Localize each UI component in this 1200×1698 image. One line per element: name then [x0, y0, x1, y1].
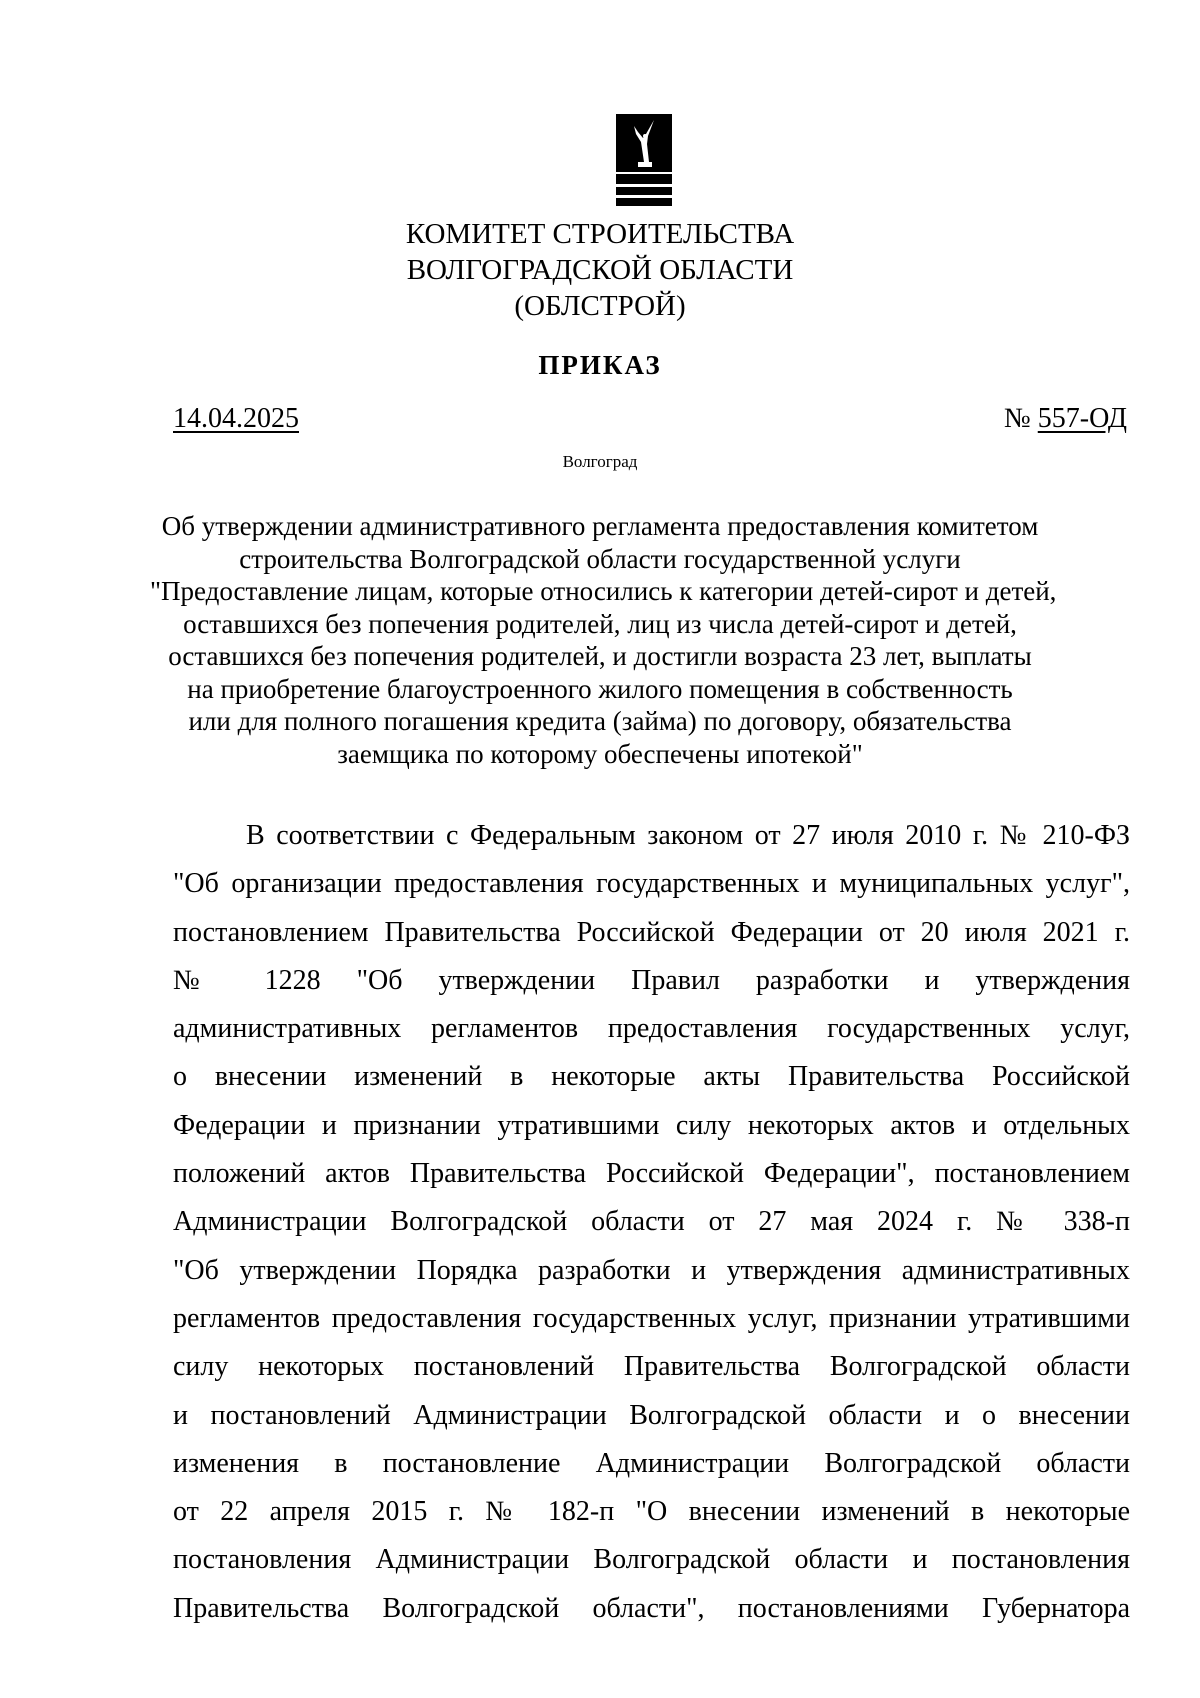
document-number-value: 557-ОД	[1037, 403, 1127, 434]
document-number-prefix: №	[1004, 403, 1038, 434]
body-line: Правительства Волгоградской области", постановлениями Губернатора	[173, 1592, 1130, 1624]
document-number	[1004, 403, 1127, 435]
volgograd-coat-of-arms-icon	[614, 112, 674, 212]
body-line: от 22 апреля 2015 г. № 182-п "О внесении изменений в некоторые	[173, 1496, 1130, 1528]
body-line: В соответствии с Федеральным законом от 27 июля 2010 г. № 210-ФЗ	[246, 820, 1130, 851]
document-date: 14.04.2025	[173, 403, 299, 434]
document-body	[173, 812, 1130, 1633]
body-line: Федерации и признании утратившими силу некоторых актов и отдельных	[173, 1109, 1130, 1141]
body-line: Администрации Волгоградской области от 27 мая 2024 г. № 338-п	[173, 1206, 1130, 1238]
title-line: или для полного погашения кредита (займа) по договору, обязательства	[188, 706, 1012, 736]
title-line: оставшихся без попечения родителей, лиц из числа детей-сирот и детей,	[183, 608, 1017, 639]
document-title	[150, 510, 1057, 770]
body-line: постановления Администрации Волгоградской области и постановления	[173, 1544, 1130, 1576]
org-name-line-1: КОМИТЕТ СТРОИТЕЛЬСТВА	[405, 218, 795, 250]
title-line: заемщика по которому обеспечены ипотекой"	[337, 738, 863, 769]
body-line: о внесении изменений в некоторые акты Правительства Российской	[173, 1061, 1130, 1093]
organization-name	[0, 216, 1200, 324]
body-line: изменения в постановление Администрации Волгоградской области	[173, 1447, 1130, 1479]
body-line: регламентов предоставления государственных услуг, признании утратившими	[173, 1302, 1130, 1334]
body-line: и постановлений Администрации Волгоградской области и о внесении	[173, 1399, 1130, 1431]
title-line: оставшихся без попечения родителей, и достигли возраста 23 лет, выплаты	[168, 641, 1032, 671]
body-line: "Об организации предоставления государственных и муниципальных услуг",	[173, 868, 1130, 900]
org-name-line-3: (ОБЛСТРОЙ)	[514, 290, 686, 322]
body-line: постановлением Правительства Российской Федерации от 20 июля 2021 г.	[173, 916, 1130, 948]
body-line: силу некоторых постановлений Правительства Волгоградской области	[173, 1351, 1130, 1383]
title-line: "Предоставление лицам, которые относились к категории детей-сирот и детей,	[150, 576, 1057, 606]
body-line: положений актов Правительства Российской Федерации", постановлением	[173, 1158, 1130, 1190]
body-line: административных регламентов предоставления государственных услуг,	[173, 1013, 1130, 1045]
body-line: "Об утверждении Порядка разработки и утверждения административных	[173, 1254, 1130, 1286]
document-city: Волгоград	[562, 452, 638, 471]
body-line: № 1228 "Об утверждении Правил разработки и утверждения	[173, 964, 1130, 996]
title-line: на приобретение благоустроенного жилого помещения в собственность	[187, 673, 1013, 704]
title-line: Об утверждении административного регламента предоставления комитетом	[161, 511, 1039, 541]
title-line: строительства Волгоградской области государственной услуги	[239, 543, 961, 574]
document-type-heading: ПРИКАЗ	[538, 350, 662, 380]
org-name-line-2: ВОЛГОГРАДСКОЙ ОБЛАСТИ	[406, 254, 794, 286]
